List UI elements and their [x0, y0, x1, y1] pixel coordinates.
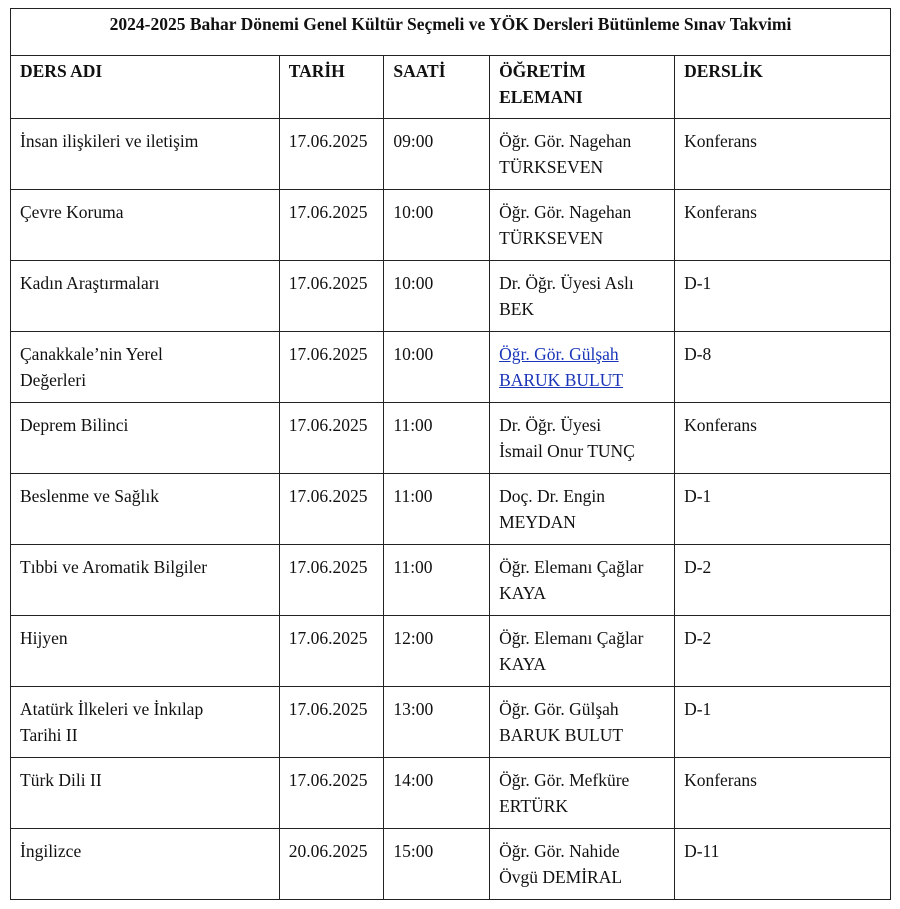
instructor-link[interactable] [490, 332, 675, 403]
room-cell-text: D-8 [684, 344, 712, 364]
time-cell-text: 15:00 [393, 841, 434, 861]
instructor-cell [490, 687, 675, 758]
course-cell-text: Çanakkale’nin Yerel [20, 344, 163, 364]
instructor-cell-text: Öğr. Gör. Nagehan [499, 131, 632, 151]
header-instructor-line1: ÖĞRETİM [499, 61, 586, 81]
time-cell [384, 403, 490, 474]
course-cell-text: Çevre Koruma [20, 202, 124, 222]
header-row [11, 56, 891, 119]
table-row [11, 758, 891, 829]
header-instructor-line2: ELEMANI [499, 87, 583, 107]
schedule-title: 2024-2025 Bahar Dönemi Genel Kültür Seçmeli ve YÖK Dersleri Bütünleme Sınav Takvimi [11, 9, 891, 56]
course-cell-text: Tıbbi ve Aromatik Bilgiler [20, 557, 208, 577]
room-cell [675, 829, 891, 900]
room-cell [675, 616, 891, 687]
course-cell-text: Tarihi II [20, 725, 78, 745]
time-cell-text: 11:00 [393, 557, 433, 577]
date-cell [279, 190, 384, 261]
instructor-cell [490, 545, 675, 616]
instructor-cell-text: Övgü DEMİRAL [499, 867, 623, 887]
instructor-cell-text: MEYDAN [499, 512, 576, 532]
instructor-cell [490, 190, 675, 261]
course-cell-text: Türk Dili II [20, 770, 102, 790]
date-cell-text: 17.06.2025 [288, 770, 368, 790]
date-cell-text: 17.06.2025 [288, 486, 368, 506]
course-cell [11, 687, 280, 758]
time-cell-text: 11:00 [393, 415, 433, 435]
room-cell-text: Konferans [684, 202, 757, 222]
room-cell [675, 190, 891, 261]
room-cell-text: Konferans [684, 131, 757, 151]
time-cell-text: 10:00 [393, 202, 434, 222]
date-cell-text: 17.06.2025 [288, 699, 368, 719]
time-cell [384, 758, 490, 829]
instructor-cell-text: BEK [499, 299, 535, 319]
course-cell [11, 332, 280, 403]
table-row [11, 261, 891, 332]
instructor-cell-text: Öğr. Gör. Gülşah [499, 699, 619, 719]
table-row [11, 190, 891, 261]
time-cell [384, 687, 490, 758]
course-cell [11, 616, 280, 687]
exam-schedule-table [10, 8, 891, 900]
instructor-cell-text: Öğr. Gör. Mefküre [499, 770, 630, 790]
time-cell [384, 119, 490, 190]
instructor-cell-text: TÜRKSEVEN [499, 157, 604, 177]
course-cell-text: Deprem Bilinci [20, 415, 129, 435]
date-cell [279, 261, 384, 332]
room-cell-text: Konferans [684, 770, 757, 790]
time-cell-text: 13:00 [393, 699, 434, 719]
instructor-link-text[interactable]: BARUK BULUT [499, 370, 624, 390]
table-row [11, 545, 891, 616]
course-cell-text: Hijyen [20, 628, 68, 648]
course-cell-text: Kadın Araştırmaları [20, 273, 160, 293]
room-cell-text: D-1 [684, 699, 712, 719]
instructor-cell-text: BARUK BULUT [499, 725, 624, 745]
header-date: TARİH [279, 56, 384, 119]
instructor-cell-text: ERTÜRK [499, 796, 569, 816]
table-row [11, 616, 891, 687]
date-cell [279, 332, 384, 403]
table-row [11, 332, 891, 403]
date-cell-text: 17.06.2025 [288, 202, 368, 222]
date-cell-text: 20.06.2025 [288, 841, 368, 861]
date-cell-text: 17.06.2025 [288, 628, 368, 648]
instructor-cell-text: KAYA [499, 654, 547, 674]
instructor-cell-text: İsmail Onur TUNÇ [499, 441, 635, 461]
course-cell-text: İnsan ilişkileri ve iletişim [20, 131, 199, 151]
instructor-cell-text: Öğr. Elemanı Çağlar [499, 557, 644, 577]
course-cell [11, 261, 280, 332]
time-cell-text: 09:00 [393, 131, 434, 151]
time-cell [384, 332, 490, 403]
course-cell-text: Atatürk İlkeleri ve İnkılap [20, 699, 204, 719]
date-cell [279, 403, 384, 474]
date-cell [279, 545, 384, 616]
date-cell [279, 119, 384, 190]
room-cell-text: D-2 [684, 628, 712, 648]
instructor-cell-text: Öğr. Gör. Nagehan [499, 202, 632, 222]
instructor-cell [490, 758, 675, 829]
header-instructor [490, 56, 675, 119]
title-row [11, 9, 891, 56]
instructor-cell-text: Dr. Öğr. Üyesi Aslı [499, 273, 634, 293]
course-cell [11, 545, 280, 616]
time-cell [384, 616, 490, 687]
header-course: DERS ADI [11, 56, 280, 119]
time-cell-text: 11:00 [393, 486, 433, 506]
header-time: SAATİ [384, 56, 490, 119]
room-cell [675, 403, 891, 474]
time-cell-text: 14:00 [393, 770, 434, 790]
instructor-cell-text: Dr. Öğr. Üyesi [499, 415, 602, 435]
instructor-link-text[interactable]: Öğr. Gör. Gülşah [499, 344, 619, 364]
time-cell [384, 261, 490, 332]
date-cell-text: 17.06.2025 [288, 131, 368, 151]
course-cell [11, 829, 280, 900]
time-cell [384, 190, 490, 261]
table-row [11, 119, 891, 190]
room-cell [675, 261, 891, 332]
instructor-cell-text: TÜRKSEVEN [499, 228, 604, 248]
time-cell-text: 12:00 [393, 628, 434, 648]
room-cell [675, 758, 891, 829]
course-cell [11, 403, 280, 474]
time-cell-text: 10:00 [393, 344, 434, 364]
instructor-cell [490, 119, 675, 190]
room-cell [675, 332, 891, 403]
time-cell [384, 545, 490, 616]
instructor-cell [490, 261, 675, 332]
room-cell-text: Konferans [684, 415, 757, 435]
course-cell-text: İngilizce [20, 841, 82, 861]
table-row [11, 687, 891, 758]
room-cell [675, 687, 891, 758]
room-cell-text: D-2 [684, 557, 712, 577]
room-cell-text: D-1 [684, 273, 712, 293]
date-cell-text: 17.06.2025 [288, 273, 368, 293]
instructor-cell-text: Öğr. Elemanı Çağlar [499, 628, 644, 648]
date-cell [279, 758, 384, 829]
course-cell [11, 758, 280, 829]
date-cell [279, 616, 384, 687]
course-cell [11, 474, 280, 545]
room-cell [675, 474, 891, 545]
time-cell-text: 10:00 [393, 273, 434, 293]
instructor-cell [490, 829, 675, 900]
table-row [11, 829, 891, 900]
table-row [11, 403, 891, 474]
time-cell [384, 829, 490, 900]
room-cell [675, 119, 891, 190]
course-cell-text: Değerleri [20, 370, 87, 390]
course-cell [11, 119, 280, 190]
instructor-cell [490, 474, 675, 545]
time-cell [384, 474, 490, 545]
instructor-cell-text: Öğr. Gör. Nahide [499, 841, 620, 861]
date-cell [279, 474, 384, 545]
instructor-cell [490, 616, 675, 687]
instructor-cell [490, 403, 675, 474]
date-cell-text: 17.06.2025 [288, 344, 368, 364]
header-room: DERSLİK [675, 56, 891, 119]
room-cell-text: D-1 [684, 486, 712, 506]
course-cell-text: Beslenme ve Sağlık [20, 486, 160, 506]
date-cell [279, 687, 384, 758]
instructor-cell-text: KAYA [499, 583, 547, 603]
course-cell [11, 190, 280, 261]
date-cell [279, 829, 384, 900]
table-row [11, 474, 891, 545]
room-cell-text: D-11 [684, 841, 720, 861]
date-cell-text: 17.06.2025 [288, 557, 368, 577]
date-cell-text: 17.06.2025 [288, 415, 368, 435]
instructor-cell-text: Doç. Dr. Engin [499, 486, 606, 506]
room-cell [675, 545, 891, 616]
